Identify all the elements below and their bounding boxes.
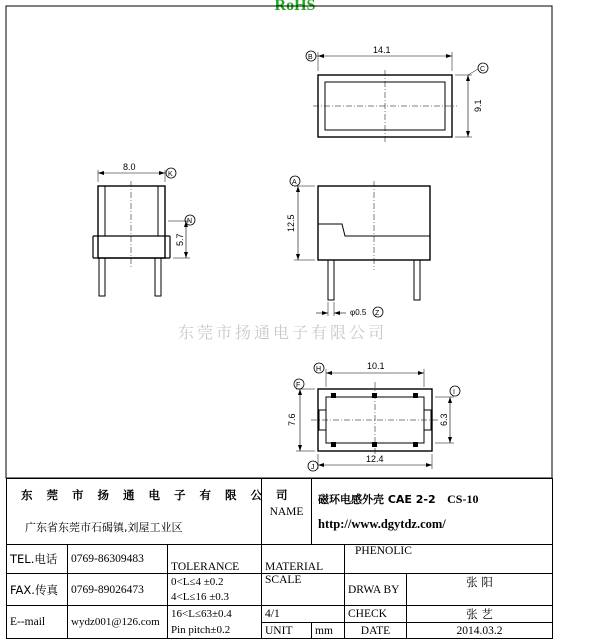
fax-label: FAX.传真 (7, 574, 68, 606)
tolerance-label: TOLERANCE (168, 545, 262, 574)
checked-by-value: 张 艺 (407, 606, 553, 623)
callout-k: K (168, 171, 173, 178)
material-value: PHENOLIC (345, 545, 553, 574)
tolerance-row-1: 0<L≤4 ±0.2 (168, 574, 262, 590)
technical-drawing (6, 6, 552, 478)
rohs-mark: RoHS (274, 0, 316, 14)
company-address: 广东省东莞市石碣镇,刘屋工业区 (7, 511, 262, 545)
product-name: 磁环电感外壳 CAE 2-2 (318, 492, 436, 506)
side-view (93, 168, 195, 296)
callout-a: A (292, 179, 297, 186)
tel-label: TEL.电话 (7, 545, 68, 574)
company-name: 东 莞 市 扬 通 电 子 有 限 公 司 (7, 479, 262, 511)
product-code: CS-10 (447, 491, 479, 506)
bottom-outer-width-dim: 12.4 (366, 454, 384, 464)
tel-value: 0769-86309483 (68, 545, 168, 574)
callout-i: I (453, 389, 455, 396)
bottom-outer-height-dim: 7.6 (287, 413, 297, 426)
pin-dia-dim: φ0.5 (350, 308, 367, 317)
callout-f: F (296, 382, 301, 389)
date-value: 2014.03.2 (407, 623, 553, 639)
top-height-dim: 9.1 (473, 99, 483, 112)
bottom-inner-width-dim: 10.1 (367, 361, 385, 371)
drawn-by-value: 张 阳 (407, 574, 553, 606)
email-value: wydz001@126.com (68, 606, 168, 639)
fax-value: 0769-89026473 (68, 574, 168, 606)
side-height-dim: 5.7 (175, 233, 185, 246)
top-width-dim: 14.1 (373, 45, 391, 55)
check-label: CHECK (345, 606, 407, 623)
drawn-by-label: DRWA BY (345, 574, 407, 606)
bottom-inner-height-dim: 6.3 (439, 413, 449, 426)
callout-h: H (316, 366, 322, 373)
material-label: MATERIAL (262, 545, 345, 574)
unit-label: UNIT (262, 623, 312, 639)
callout-c: C (480, 66, 486, 73)
front-view (290, 176, 430, 317)
callout-z: Z (375, 310, 380, 317)
callout-b: B (308, 54, 313, 61)
callout-n: N (187, 218, 193, 225)
unit-value: mm (312, 623, 345, 639)
date-label: DATE (345, 623, 407, 639)
top-view (306, 51, 488, 142)
product-cell (312, 479, 553, 545)
side-width-dim: 8.0 (123, 162, 136, 172)
company-watermark: 东莞市扬通电子有限公司 (178, 323, 388, 342)
title-block (6, 478, 553, 639)
website-link[interactable]: http://www.dgytdz.com/ (318, 516, 446, 531)
tolerance-row-3: 16<L≤63±0.4 (168, 606, 262, 623)
tolerance-row-4: Pin pitch±0.2 (168, 623, 262, 639)
scale-value: 4/1 (262, 606, 345, 623)
tolerance-row-2: 4<L≤16 ±0.3 (168, 590, 262, 606)
callout-j: J (311, 464, 315, 471)
name-label: NAME (262, 479, 312, 545)
scale-label: SCALE (262, 574, 345, 606)
front-height-dim: 12.5 (286, 214, 296, 232)
email-label: E--mail (7, 606, 68, 639)
